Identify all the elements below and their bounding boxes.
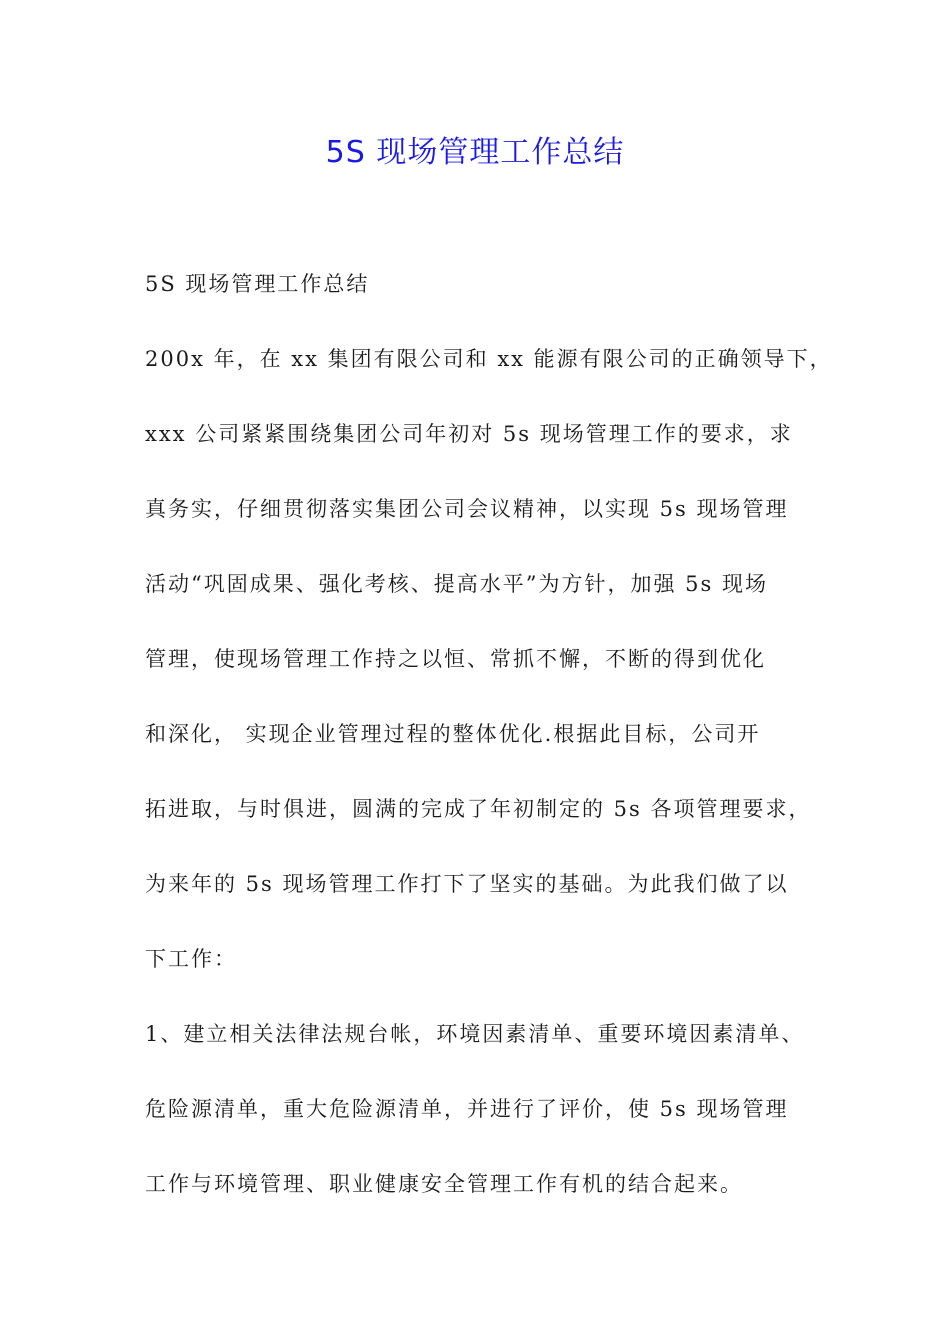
paragraph-line: 管理，使现场管理工作持之以恒、常抓不懈，不断的得到优化 xyxy=(145,647,766,671)
paragraph-line: 真务实，仔细贯彻落实集团公司会议精神，以实现 5s 现场管理 xyxy=(145,497,789,521)
paragraph-line: 活动“巩固成果、强化考核、提高水平”为方针，加强 5s 现场 xyxy=(145,572,768,596)
subtitle-line: 5S 现场管理工作总结 xyxy=(145,272,370,296)
paragraph-line: 拓进取，与时俱进，圆满的完成了年初制定的 5s 各项管理要求， xyxy=(145,797,812,821)
list-item-line: 危险源清单，重大危险源清单，并进行了评价，使 5s 现场管理 xyxy=(145,1097,789,1121)
paragraph-line: xxx 公司紧紧围绕集团公司年初对 5s 现场管理工作的要求，求 xyxy=(145,422,793,446)
list-item-line: 1、建立相关法律法规台帐，环境因素清单、重要环境因素清单、 xyxy=(145,1022,805,1046)
document-title: 5S 现场管理工作总结 xyxy=(325,135,625,170)
paragraph-line: 下工作： xyxy=(145,947,237,971)
list-item-line: 工作与环境管理、职业健康安全管理工作有机的结合起来。 xyxy=(145,1172,743,1196)
document-body xyxy=(145,264,833,1239)
paragraph-line: 为来年的 5s 现场管理工作打下了坚实的基础。为此我们做了以 xyxy=(145,872,789,896)
paragraph-line: 和深化， 实现企业管理过程的整体优化.根据此目标，公司开 xyxy=(145,722,761,746)
paragraph-line: 200x 年，在 xx 集团有限公司和 xx 能源有限公司的正确领导下， xyxy=(145,347,833,371)
